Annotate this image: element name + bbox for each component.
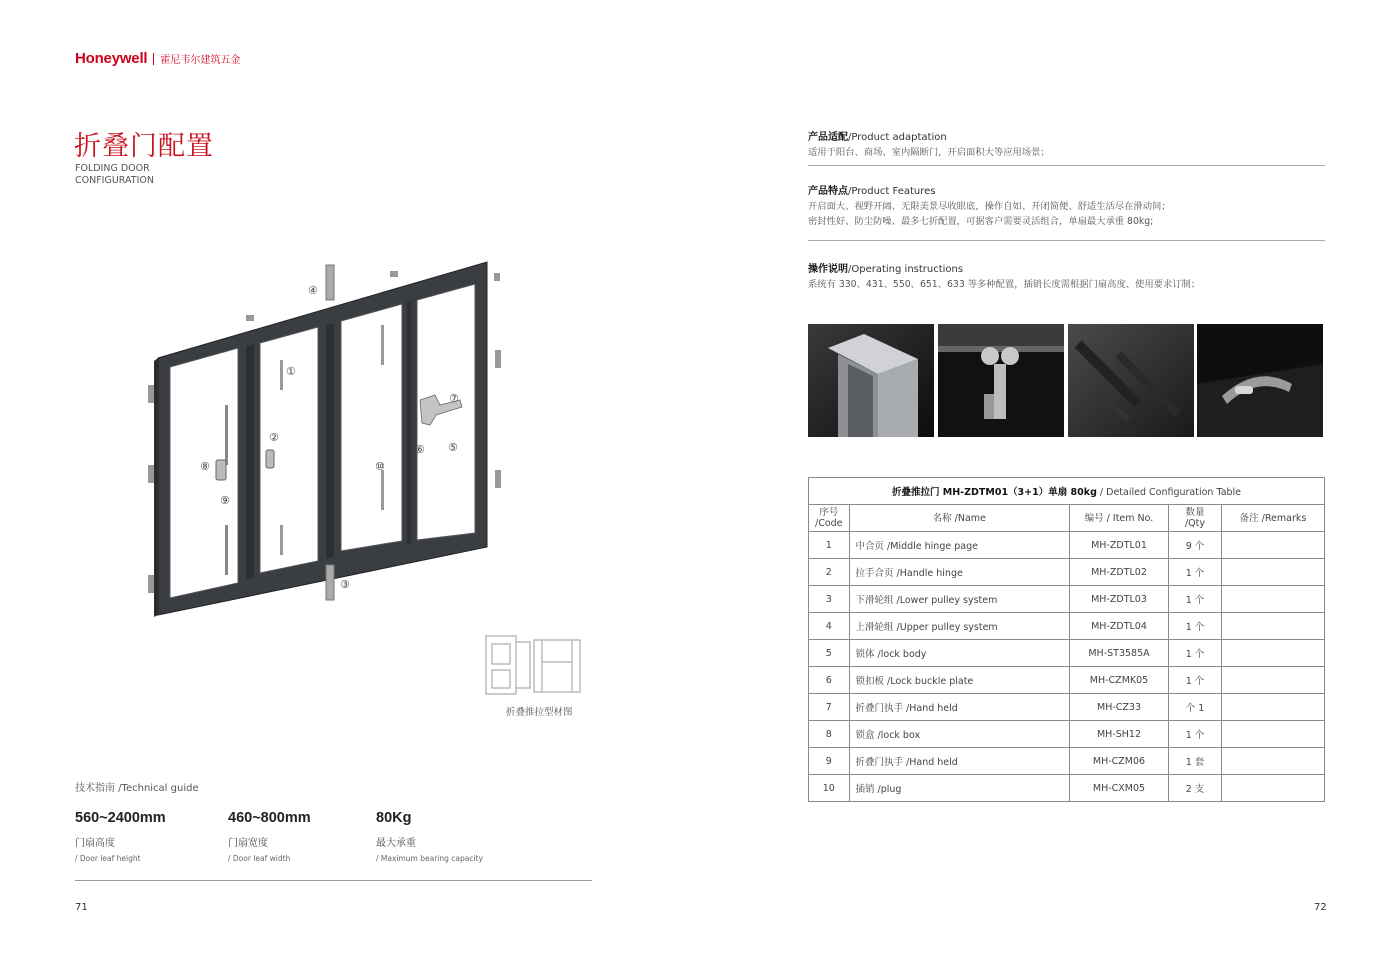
callout-3: ③ — [340, 578, 350, 591]
cell-remarks — [1222, 721, 1325, 748]
section-adaptation-title — [808, 128, 947, 143]
brand-name: Honeywell — [75, 50, 148, 67]
header-item: 编号 / Item No. — [1070, 505, 1169, 532]
header-name: 名称 /Name — [849, 505, 1069, 532]
cell-name: 折叠门执手 /Hand held — [849, 694, 1069, 721]
spec-label-cn: 门扇高度 — [75, 838, 115, 849]
callout-8: ⑧ — [200, 460, 210, 473]
table-row — [809, 721, 1325, 748]
profile-drawing — [482, 632, 588, 698]
table-row — [809, 694, 1325, 721]
table-caption-rest: / Detailed Configuration Table — [1096, 487, 1242, 498]
cell-qty: 1 个 — [1169, 586, 1222, 613]
spec-label-cn: 最大承重 — [376, 838, 416, 849]
cell-qty: 1 个 — [1169, 721, 1222, 748]
cell-item: MH-ZDTL02 — [1070, 559, 1169, 586]
brand-logo — [75, 50, 240, 67]
cell-item: MH-ZDTL01 — [1070, 532, 1169, 559]
photo-profile — [808, 324, 934, 437]
callout-5: ⑤ — [448, 441, 458, 454]
cell-item: MH-SH12 — [1070, 721, 1169, 748]
configuration-table — [808, 477, 1325, 802]
cell-remarks — [1222, 667, 1325, 694]
cell-qty: 个 1 — [1169, 694, 1222, 721]
cell-qty: 1 套 — [1169, 748, 1222, 775]
table-row — [809, 559, 1325, 586]
table-row — [809, 613, 1325, 640]
cell-item: MH-CZMK05 — [1070, 667, 1169, 694]
section-instructions-body: 系统有 330、431、550、651、633 等多种配置，插销长度需根据门扇高度、使用要求订制； — [808, 279, 1201, 290]
cell-remarks — [1222, 613, 1325, 640]
section-divider — [808, 240, 1325, 241]
cell-item: MH-ST3585A — [1070, 640, 1169, 667]
spec-label-en: / Door leaf height — [75, 854, 141, 863]
cell-remarks — [1222, 559, 1325, 586]
cell-qty: 9 个 — [1169, 532, 1222, 559]
cell-qty: 1 个 — [1169, 640, 1222, 667]
photo-handle — [1068, 324, 1194, 437]
callout-1: ① — [286, 365, 296, 378]
cell-qty: 2 支 — [1169, 775, 1222, 802]
cell-name: 锁体 /lock body — [849, 640, 1069, 667]
callout-7: ⑦ — [449, 392, 459, 405]
spec-label-cn: 门扇宽度 — [228, 838, 268, 849]
cell-remarks — [1222, 748, 1325, 775]
cell-remarks — [1222, 775, 1325, 802]
cell-code: 6 — [809, 667, 850, 694]
callout-2: ② — [269, 431, 279, 444]
cell-name: 下滑轮组 /Lower pulley system — [849, 586, 1069, 613]
section-features-title — [808, 182, 936, 197]
cell-name: 中合页 /Middle hinge page — [849, 532, 1069, 559]
cell-qty: 1 个 — [1169, 613, 1222, 640]
table-row — [809, 748, 1325, 775]
cell-remarks — [1222, 532, 1325, 559]
cell-qty: 1 个 — [1169, 667, 1222, 694]
table-caption-bold: 折叠推拉门 MH-ZDTM01（3+1）单扇 80kg — [891, 487, 1097, 498]
spec-max-bearing — [376, 810, 483, 863]
cell-code: 9 — [809, 748, 850, 775]
cell-remarks — [1222, 640, 1325, 667]
cell-remarks — [1222, 694, 1325, 721]
cell-code: 1 — [809, 532, 850, 559]
photo-pulley — [938, 324, 1064, 437]
table-row — [809, 532, 1325, 559]
cell-code: 4 — [809, 613, 850, 640]
page-subtitle: FOLDING DOOR CONFIGURATION — [75, 163, 154, 186]
header-remarks: 备注 /Remarks — [1222, 505, 1325, 532]
cell-code: 2 — [809, 559, 850, 586]
bottom-divider — [75, 880, 592, 881]
section-features-line1: 开启面大、视野开阔、无限美景尽收眼底，操作自如、开闭简便、舒适生活尽在滑动间； — [808, 201, 1171, 212]
cell-name: 插销 /plug — [849, 775, 1069, 802]
header-code: 序号 /Code — [809, 505, 850, 532]
cell-name: 折叠门执手 /Hand held — [849, 748, 1069, 775]
section-title-cn: 操作说明 — [808, 264, 848, 275]
cell-name: 锁盒 /lock box — [849, 721, 1069, 748]
page-title: 折叠门配置 — [74, 131, 214, 162]
section-adaptation-body: 适用于阳台、商场、室内隔断门，开启面积大等应用场景； — [808, 147, 1050, 158]
spec-label-en: / Door leaf width — [228, 854, 291, 863]
spec-label-en: / Maximum bearing capacity — [376, 854, 483, 863]
table-row — [809, 667, 1325, 694]
tech-guide-title: 技术指南 /Technical guide — [75, 783, 199, 794]
brand-separator — [153, 53, 154, 65]
header-qty: 数量 /Qty — [1169, 505, 1222, 532]
cell-remarks — [1222, 586, 1325, 613]
callout-6: ⑥ — [415, 443, 425, 456]
cell-name: 锁扣板 /Lock buckle plate — [849, 667, 1069, 694]
table-row — [809, 586, 1325, 613]
section-features-line2: 密封性好、防尘防噪、最多七折配置，可据客户需要灵活组合，单扇最大承重 80kg; — [808, 216, 1154, 227]
photo-lock-handle — [1197, 324, 1323, 437]
cell-item: MH-ZDTL03 — [1070, 586, 1169, 613]
spec-door-width — [228, 810, 311, 863]
cell-item: MH-CXM05 — [1070, 775, 1169, 802]
table-row — [809, 640, 1325, 667]
spec-door-height — [75, 810, 166, 863]
section-title-cn: 产品特点 — [808, 186, 848, 197]
cell-item: MH-CZM06 — [1070, 748, 1169, 775]
cell-code: 10 — [809, 775, 850, 802]
cell-code: 3 — [809, 586, 850, 613]
section-title-en: /Product Features — [848, 186, 936, 197]
section-title-en: /Product adaptation — [848, 132, 947, 143]
spec-value: 560~2400mm — [75, 810, 166, 826]
cell-code: 5 — [809, 640, 850, 667]
profile-caption: 折叠推拉型材图 — [506, 707, 573, 718]
table-row — [809, 775, 1325, 802]
section-title-cn: 产品适配 — [808, 132, 848, 143]
page-number-left: 71 — [75, 902, 88, 913]
cell-item: MH-ZDTL04 — [1070, 613, 1169, 640]
callout-10: ⑩ — [375, 460, 385, 473]
cell-name: 上滑轮组 /Upper pulley system — [849, 613, 1069, 640]
table-caption — [809, 478, 1325, 505]
cell-code: 7 — [809, 694, 850, 721]
spec-value: 80Kg — [376, 810, 412, 826]
table-caption-row — [809, 478, 1325, 505]
cell-qty: 1 个 — [1169, 559, 1222, 586]
callout-9: ⑨ — [220, 494, 230, 507]
cell-item: MH-CZ33 — [1070, 694, 1169, 721]
cell-code: 8 — [809, 721, 850, 748]
section-divider — [808, 165, 1325, 166]
brand-subtitle: 霍尼韦尔建筑五金 — [160, 55, 241, 66]
table-header-row — [809, 505, 1325, 532]
folding-door-illustration — [140, 255, 520, 625]
page-number-right: 72 — [1314, 902, 1327, 913]
callout-4: ④ — [308, 284, 318, 297]
spec-value: 460~800mm — [228, 810, 311, 826]
cell-name: 拉手合页 /Handle hinge — [849, 559, 1069, 586]
section-title-en: /Operating instructions — [848, 264, 964, 275]
section-instructions-title — [808, 260, 963, 275]
